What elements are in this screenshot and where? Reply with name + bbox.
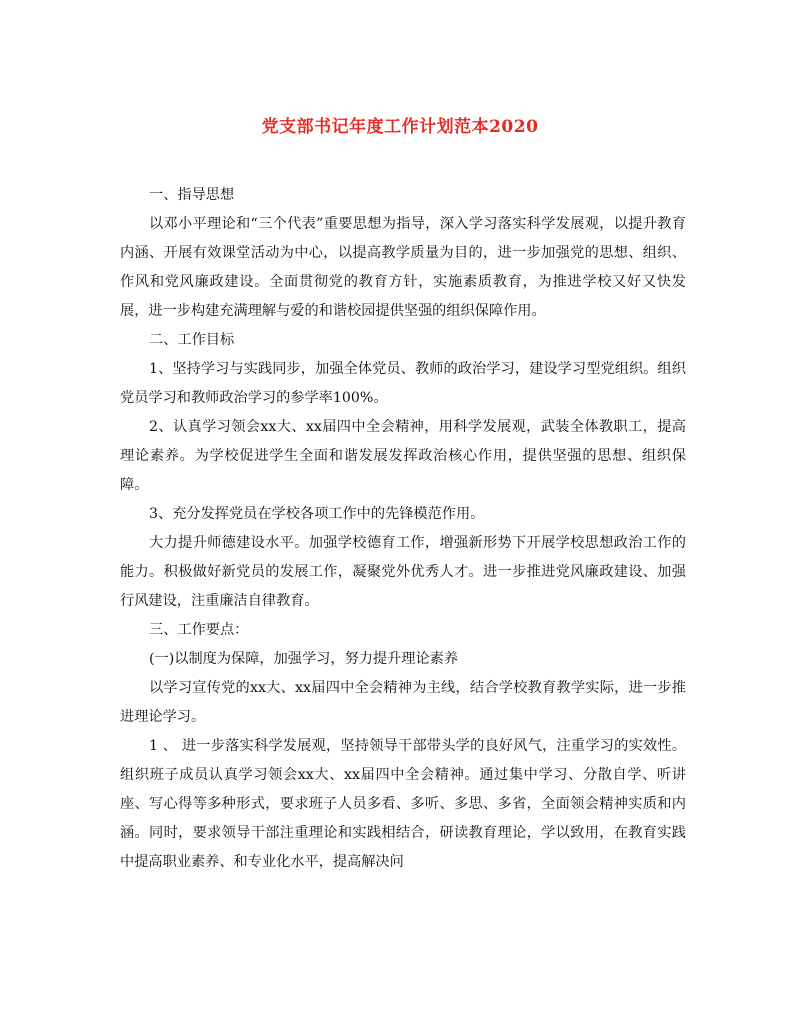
paragraph-point-1: 1 、 进一步落实科学发展观，坚持领导干部带头学的良好风气，注重学习的实效性。组织班子成员认真学习领会xx大、xx届四中全会精神。通过集中学习、分散自学、听讲座、写心得等多种形式，要求班子人员多看、多听、多思、多省，全面领会精神实质和内涵。同时，要求领导干部注重理论和实践相结合，研读教育理论，学以致用，在教育实践中提高职业素养、和专业化水平，提高解决问: [120, 738, 686, 870]
paragraph-theory-study: 以学习宣传党的xx大、xx届四中全会精神为主线，结合学校教育教学实际，进一步推进理论学习。: [120, 680, 686, 725]
document-title: 党支部书记年度工作计划范本2020: [261, 117, 539, 137]
section-heading-guiding-ideology: 一、指导思想: [149, 187, 235, 203]
paragraph-goal-3: 3、充分发挥党员在学校各项工作中的先锋模范作用。: [149, 506, 485, 522]
paragraph-goal-1: 1、坚持学习与实践同步，加强全体党员、教师的政治学习，建设学习型党组织。组织党员学习和教师政治学习的参学率100%。: [120, 361, 686, 406]
paragraph-teacher-ethics: 大力提升师德建设水平。加强学校德育工作，增强新形势下开展学校思想政治工作的能力。积极做好新党员的发展工作，凝聚党外优秀人才。进一步推进党风廉政建设、加强行风建设，注重廉洁自律教育。: [120, 535, 686, 609]
section-heading-work-goals: 二、工作目标: [149, 332, 235, 348]
section-heading-work-points: 三、工作要点：: [149, 622, 249, 638]
paragraph-goal-2: 2、认真学习领会xx大、xx届四中全会精神，用科学发展观，武装全体教职工，提高理论素养。为学校促进学生全面和谐发展发挥政治核心作用，提供坚强的思想、组织保障。: [120, 419, 686, 493]
subheading-institution-guarantee: (一)以制度为保障，加强学习，努力提升理论素养: [149, 651, 459, 667]
paragraph-guiding-ideology: 以邓小平理论和“三个代表”重要思想为指导，深入学习落实科学发展观，以提升教育内涵、开展有效课堂活动为中心，以提高教学质量为目的，进一步加强党的思想、组织、作风和党风廉政建设。全面贯彻党的教育方针，实施素质教育，为推进学校又好又快发展，进一步构建充满理解与爱的和谐校园提供坚强的组织保障作用。: [120, 216, 686, 319]
document-body: [120, 181, 686, 877]
